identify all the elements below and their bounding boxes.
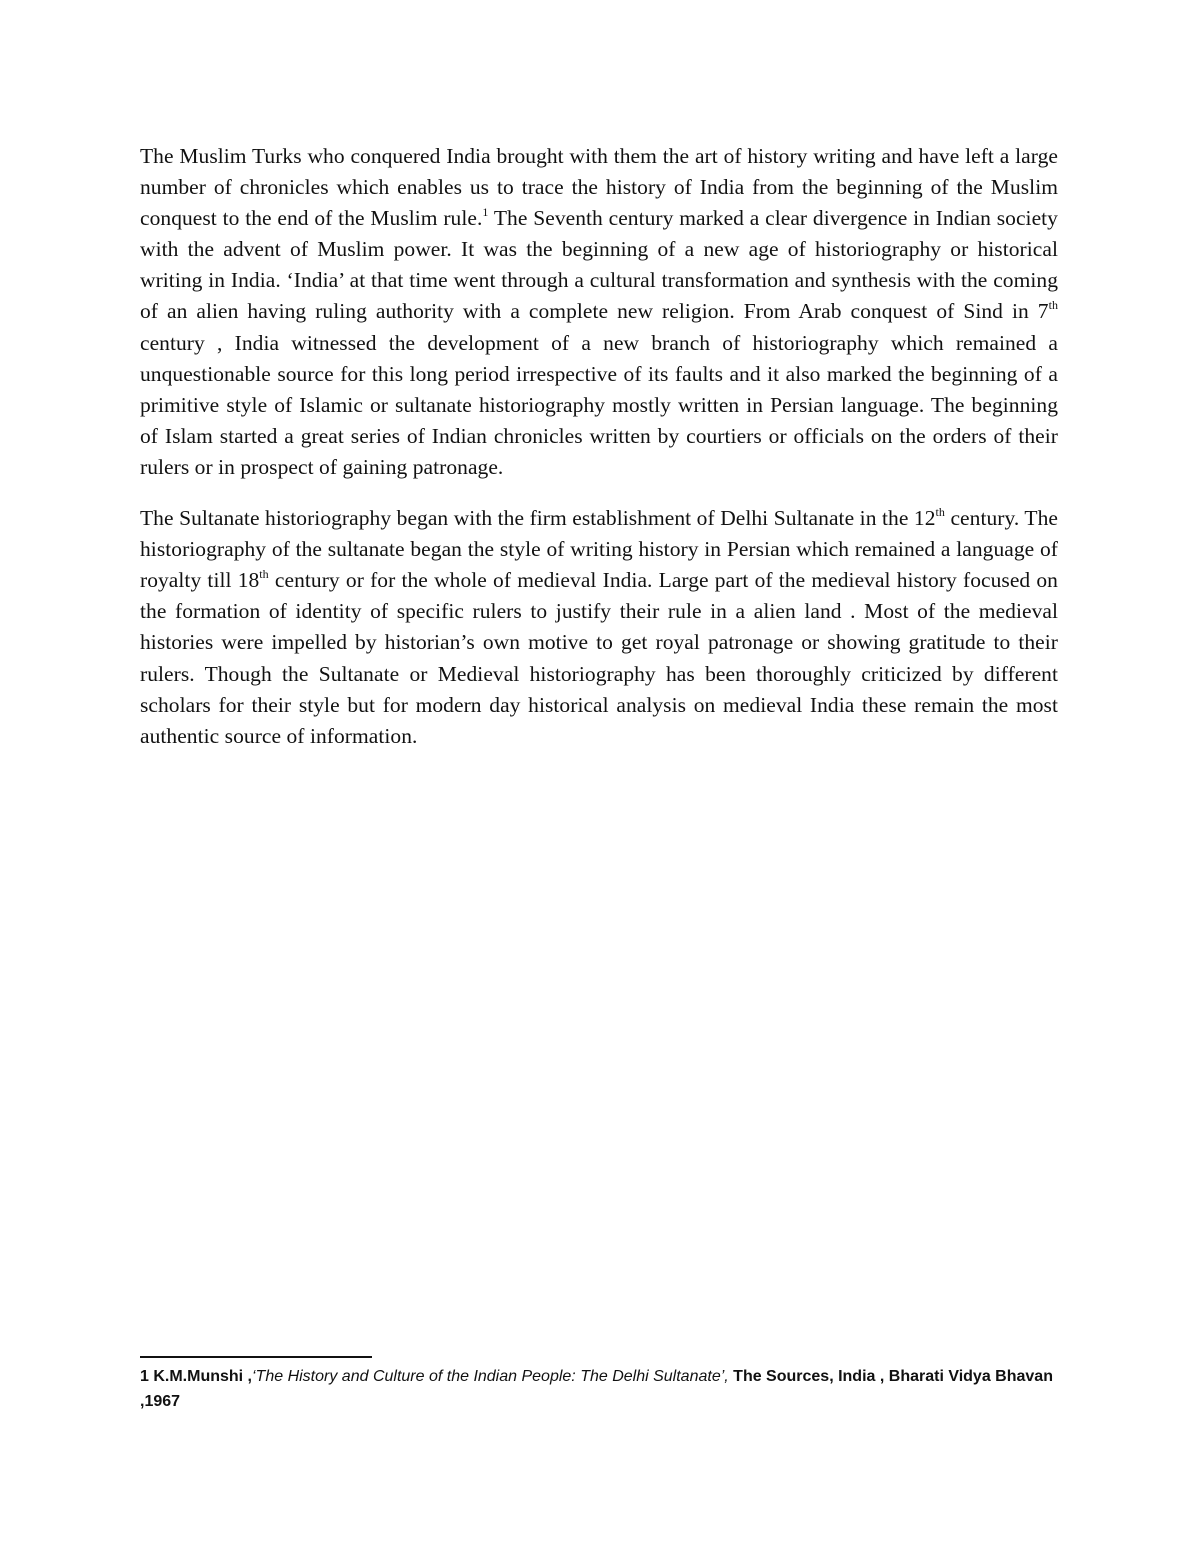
paragraph-2 — [140, 503, 1058, 752]
footnote-title: ‘The History and Culture of the Indian People: The Delhi Sultanate’, — [252, 1368, 729, 1385]
paragraph-1-text-b: The Seventh century marked a clear divergence in Indian society with the advent of Muslim power. It was the beginning of a new age of historiography or historical writing in India. ‘India’ at that time went through a cultural transformation and synthesis with the coming of an alien having ruling authority with a complete new religion. From Arab conquest of Sind in 7 — [140, 206, 1058, 324]
ordinal-suffix: th — [259, 567, 269, 582]
footnote-reference-1: 1 — [482, 205, 489, 220]
footnote-source: The Sources, India , Bharati Vidya Bhavan ,1967 — [140, 1368, 1053, 1410]
footnote-1 — [140, 1364, 1058, 1414]
paragraph-2-text-a: The Sultanate historiography began with the firm establishment of Delhi Sultanate in the 12 — [140, 506, 936, 531]
paragraph-2-text-b: century. The historiography of the sultanate began the style of writing history in Persian which remained a language of royalty till 18 — [140, 506, 1058, 593]
paragraph-1-text-a: The Muslim Turks who conquered India brought with them the art of history writing and have left a large number of chronicles which enables us to trace the history of India from the beginning of the Muslim conquest to the end of the Muslim rule. — [140, 144, 1058, 231]
paragraph-2-text-c: century or for the whole of medieval India. Large part of the medieval history focused on the formation of identity of specific rulers to justify their rule in a alien land . Most of the medieval histories were impelled by historian’s own motive to get royal patronage or showing gratitude to their rulers. Though the Sultanate or Medieval historiography has been thoroughly criticized by different scholars for their style but for modern day historical analysis on medieval India these remain the most authentic source of information. — [140, 568, 1058, 748]
body-text — [140, 141, 1058, 772]
ordinal-suffix: th — [1048, 298, 1058, 313]
footnote-separator — [140, 1356, 372, 1358]
paragraph-1 — [140, 141, 1058, 483]
ordinal-suffix: th — [935, 504, 945, 519]
paragraph-1-text-c: century , India witnessed the development of a new branch of historiography which remained a unquestionable source for this long period irrespective of its faults and it also marked the beginning of a primitive style of Islamic or sultanate historiography mostly written in Persian language. The beginning of Islam started a great series of Indian chronicles written by courtiers or officials on the orders of their rulers or in prospect of gaining patronage. — [140, 330, 1058, 479]
footnote-author: 1 K.M.Munshi , — [140, 1368, 252, 1385]
